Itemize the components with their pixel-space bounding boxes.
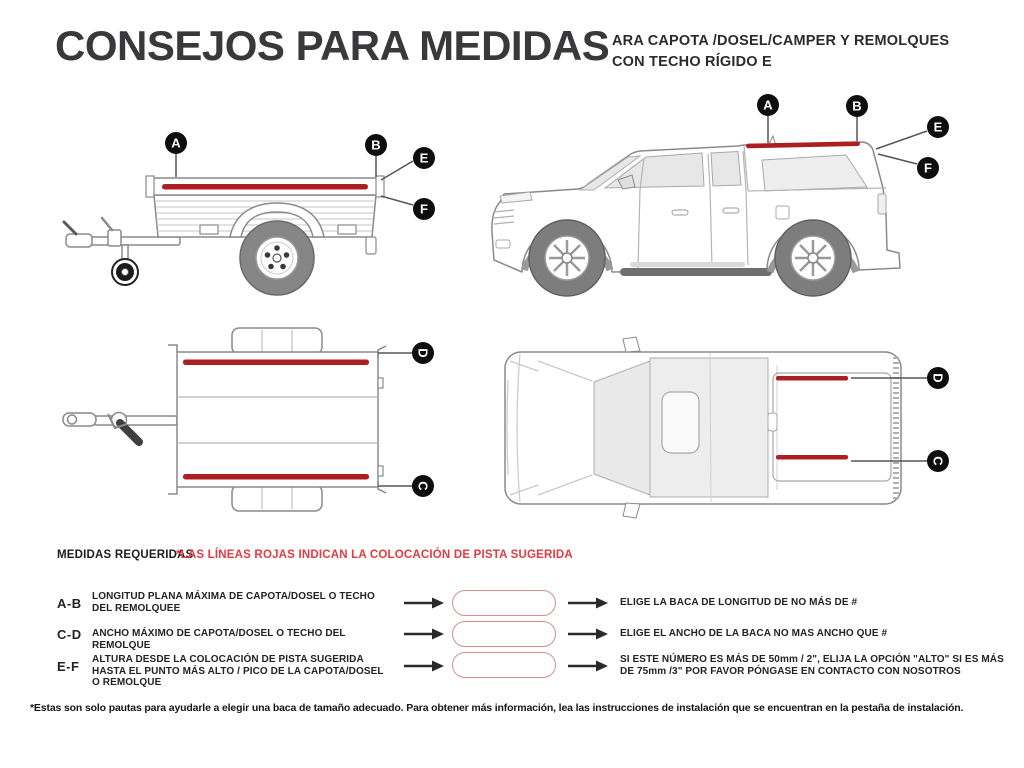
arrow-right-icon: [568, 597, 608, 609]
row-ef-measure-field: [452, 652, 556, 678]
measurements-heading: MEDIDAS REQUERIDAS: [57, 549, 194, 561]
svg-text:D: D: [930, 373, 946, 383]
sunroof: [662, 392, 699, 453]
row-cd-code: C-D: [57, 627, 82, 642]
trailer-wheel: [240, 221, 314, 295]
suggested-track-line: [183, 474, 369, 480]
door-handle-rear: [723, 208, 739, 213]
page-subtitle-line1: ARA CAPOTA /DOSEL/CAMPER Y REMOLQUES: [612, 33, 950, 49]
svg-text:C: C: [930, 456, 946, 466]
svg-text:B: B: [852, 98, 862, 114]
marker-f: [878, 154, 939, 179]
marker-b: [365, 134, 387, 177]
suggested-track-line: [183, 360, 369, 366]
jockey-wheel: [112, 245, 138, 285]
marker-f: [381, 196, 435, 220]
row-cd-description: ANCHO MÁXIMO DE CAPOTA/DOSEL O TECHO DEL REMOLQUE: [92, 628, 346, 651]
marker-e: [381, 147, 435, 180]
suggested-track-line: [776, 455, 848, 460]
arrow-right-icon: [568, 628, 608, 640]
row-ab-description: LONGITUD PLANA MÁXIMA DE CAPOTA/DOSEL O TECHO DEL REMOLQUEE: [92, 591, 375, 614]
bed-latch: [768, 413, 777, 431]
truck-side-diagram: [480, 90, 1015, 315]
suggested-track-line: [162, 184, 368, 190]
page-subtitle: [612, 31, 949, 73]
mirror-top-left: [623, 337, 640, 352]
trailer-box-top: [168, 345, 386, 494]
svg-text:F: F: [420, 201, 428, 217]
suggested-track-line: [776, 376, 848, 381]
marker-a: [165, 132, 187, 177]
truck-top-diagram: [480, 325, 1015, 530]
row-ef-description: ALTURA DESDE LA COLOCACIÓN DE PISTA SUGERIDA HASTA EL PUNTO MÁS ALTO / PICO DE LA CAPOTA/DOSEL O REMOLQUE: [92, 654, 384, 688]
svg-text:F: F: [924, 160, 932, 176]
tail-light: [878, 194, 886, 214]
svg-text:A: A: [171, 135, 181, 151]
row-cd-measure-field: [452, 621, 556, 647]
running-board: [630, 262, 745, 267]
page-subtitle-line2: CON TECHO RÍGIDO E: [612, 54, 772, 70]
arrow-right-icon: [404, 660, 444, 672]
row-ab-guidance: ELIGE LA BACA DE LONGITUD DE NO MÁS DE #: [620, 597, 858, 608]
arrow-right-icon: [404, 597, 444, 609]
svg-text:E: E: [419, 150, 429, 166]
marker-e: [876, 116, 949, 149]
footer-note: *Estas son solo pautas para ayudarle a elegir una baca de tamaño adecuado. Para obtener más información, lea las instrucciones de instalación que se encuentran en la pestaña de instalación.: [30, 702, 964, 714]
trailer-top-rail: [146, 176, 384, 197]
mirror-top-right: [623, 503, 640, 518]
truck-rear-wheel: [775, 220, 851, 296]
row-ab-measure-field: [452, 590, 556, 616]
trailer-side-diagram: [50, 100, 440, 315]
door-handle-front: [672, 210, 688, 215]
svg-text:E: E: [933, 119, 943, 135]
svg-text:C: C: [415, 481, 431, 491]
svg-text:A: A: [763, 97, 773, 113]
windshield-top: [594, 361, 650, 495]
rocker-panel: [620, 268, 772, 276]
arrow-right-icon: [404, 628, 444, 640]
fuel-door: [776, 206, 789, 219]
truck-front-wheel: [529, 220, 605, 296]
page-title: CONSEJOS PARA MEDIDAS: [55, 22, 610, 69]
svg-text:D: D: [415, 348, 431, 358]
marker-c: [378, 475, 434, 497]
marker-a: [757, 94, 779, 143]
trailer-top-diagram: [50, 320, 450, 535]
svg-text:B: B: [371, 137, 381, 153]
arrow-right-icon: [568, 660, 608, 672]
row-cd-guidance: ELIGE EL ANCHO DE LA BACA NO MAS ANCHO QUE #: [620, 628, 888, 639]
marker-d: [378, 342, 434, 364]
row-ef-guidance: SI ESTE NÚMERO ES MÁS DE 50mm / 2", ELIJA LA OPCIÓN "ALTO" SI ES MÁS DE 75mm /3" POR FAVOR PÓNGASE EN CONTACTO CON NOSOTROS: [620, 654, 1004, 677]
marker-b: [846, 95, 868, 141]
row-ef-code: E-F: [57, 659, 80, 674]
trailer-drawbar-top: [63, 413, 177, 443]
row-ab-code: A-B: [57, 596, 82, 611]
red-lines-note: *LAS LÍNEAS ROJAS INDICAN LA COLOCACIÓN DE PISTA SUGERIDA: [176, 549, 573, 561]
